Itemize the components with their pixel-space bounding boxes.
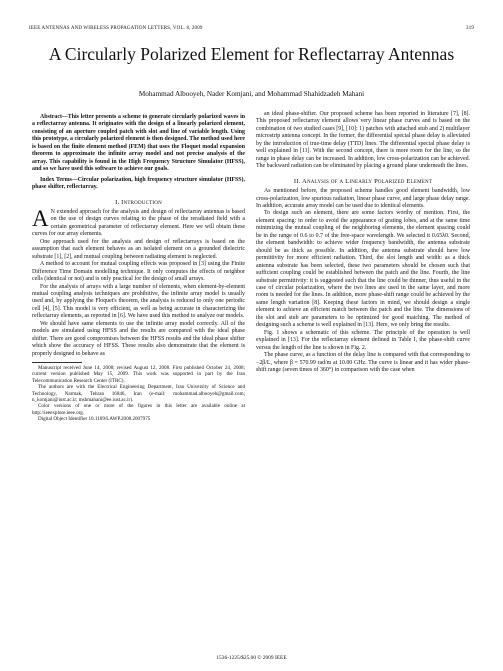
intro-paragraph-1	[32, 205, 245, 239]
intro-paragraph-2: One approach used for the analysis and design of reflectarrays is based on the assumption that each element behaves as an isolated element on a grounded dielectric substrate [1], [2], and mutual coupling between radiating element is neglected.	[32, 238, 245, 260]
right-column	[256, 111, 470, 374]
footnote-authors: The authors are with the Electrical Engineering Department, Iran University of Science and Technology, Narmak, Tehran 16846, Iran (e-mail: mohammad.albooyeh@gmail.com; n_komjani@iust.ac.ir; mshmahani@ee.iust.ac.ir).	[32, 384, 245, 404]
drop-cap: A	[32, 205, 49, 231]
page-number: 319	[466, 26, 474, 31]
index-terms: Index Terms—Circular polarization, high frequency structure simulator (HFSS), phase shifter, reflectarray.	[32, 176, 245, 191]
section-heading-introduction: I. Introduction	[115, 198, 162, 206]
left-column	[32, 114, 245, 423]
footnote-divider	[32, 362, 82, 363]
copyright-footer: 1536-1225/$25.00 © 2009 IEEE	[216, 655, 287, 661]
right-paragraph-1: an ideal phase-shifter. Our proposed scheme has been reported in literature [7], [8]. This proposed reflectarray element allows very linear phase curves and is based on the combination of two studied cases [9], [10]: 1) patches with attached stub and 2) multilayer microstrip antenna concept. In the former, the differential special phase delay is alleviated by the introduction of true-time delay (TTD) lines. The differential special phase delay is well explained in [11]. With the second concept, there is more room for the line, so the range in phase delay can be increased. In addition, low cross-polarization can be achieved. The backward radiation can be eliminated by placing a ground plane underneath the lines.	[256, 111, 470, 170]
journal-name: IEEE ANTENNAS AND WIRELESS PROPAGATION LETTERS, VOL. 8, 2009	[29, 26, 203, 31]
footnote-doi: Digital Object Identifier 10.1109/LAWP.2008.2007975	[38, 416, 151, 423]
abstract: Abstract—This letter presents a scheme to generate circularly polarized waves in a reflectarray antenna. It originates with the design of a linearly polarized element, consisting of an aperture coupled patch with slot and line of variable length. Using this prototype, a circularly polarized element is then designed. The method used here is based on the finite element method (FEM) that uses the Floquet modal expansion theorem to approximate the infinite array model and not precise analysis of the array. This capability is found in the High Frequency Structure Simulator (HFSS), and so we have used this software to achieve our goals.	[32, 114, 245, 173]
analysis-paragraph-3: Fig. 1 shows a schematic of this scheme. The principle of the operation is well explained in [13]. For the reflectarray element defined in Table I, the phase-shift curve versus the length of the line is shown in Fig. 2.	[256, 329, 470, 351]
analysis-paragraph-2: To design such an element, there are some factors worthy of mention. First, the element spacing: in order to avoid the appearance of grating lobes, and at the same time minimizing the mutual coupling of the neighboring elements, the element spacing could be in the range of 0.6 to 0.7 of the free-space wavelength. We selected it 0.65λ0. Second, the element bandwidth: to achieve wider frequency bandwidth, the antenna substrate should be as thick as possible. In addition, the antenna substrate should have low permittivity for more efficient radiation. Third, the slot length and width: as a thick antenna substrate has been selected, these two parameters should be chosen such that sufficient coupling could be established between the patch and the line. Fourth, the line substrate permittivity: it is suggested such that the line could be thinner, thus useful in the case of circular polarization, where the two lines are used in the same layer, and more room is needed for the lines. In addition, more phase-shift range could be achieved by the same length variation [8]. Keeping these factors in mind, we should design a single element to achieve an efficient match between the patch and the line. The dimensions of the slot and stub are parameters to be optimized for good matching. The method of designing such a scheme is well explained in [13]. Here, we only bring the results.	[256, 210, 470, 329]
intro-paragraph-1-text: N extended approach for the analysis and design of reflectarray antennas is based on the use of design curves relating to the phase of the reradiated field with a certain geometrical parameter of reflectarray element. Here we will obtain these curves for our array elements.	[32, 208, 245, 238]
analysis-paragraph-1: As mentioned before, the proposed scheme handles good element bandwidth, low cross-polarization, low spurious radiation, linear phase curve, and large phase delay range. In addition, accurate array model can be used due to identical elements.	[256, 188, 470, 209]
section-heading-analysis: II. Analysis of a Linearly Polarized Element	[293, 177, 433, 185]
running-head	[29, 26, 474, 36]
analysis-paragraph-4: The phase curve, as a function of the delay line is compared with that corresponding to −2β/L, where β = 570.99 rad/m at 10.00 GHz. The curve is linear and it has wider phase-shift range (seven times of 360°) in comparison with the case when	[256, 352, 470, 373]
intro-paragraph-5: We should have same elements to use the infinite array model correctly. All of the models are simulated using HFSS and the results are compared with the ideal phase shifter. There are good compromises between the HFSS results and the ideal phase shifter which show the accuracy of HFSS. These results also demonstrate that the element is properly designed to behave as	[32, 320, 245, 357]
footnote-manuscript: Manuscript received June 14, 2008; revised August 12, 2008. First published October 24, 2008; current version published May 15, 2009. This work was supported in part by the Iran Telecommunication Research Center (ITRC).	[32, 365, 245, 384]
paper-title: A Circularly Polarized Element for Reflectarray Antennas	[48, 44, 455, 64]
author-list: Mohammad Albooyeh, Nader Komjani, and Mohammad Shahidzadeh Mahani	[138, 90, 365, 98]
footnotes	[32, 365, 245, 423]
intro-paragraph-4: For the analysis of arrays with a large number of elements, when element-by-element mutual coupling analysis techniques are prohibitive, the infinite array model is usually used and, by applying the Floquet's theorem, the analysis is reduced to only one periodic cell [4], [5]. This model is very efficient, as well as being accurate in characterizing the reflectarray elements, as reported in [6]. We have used this method to analyze our models.	[32, 283, 245, 320]
footnote-color: Color versions of one or more of the figures in this letter are available online at http://ieeexplore.ieee.org.	[32, 403, 245, 416]
intro-paragraph-3: A method to account for mutual coupling effects was proposed in [3] using the Finite Difference Time Domain modelling technique. It only computes the effects of neighbor cells (identical or not) and is only practical for the design of small arrays.	[32, 261, 245, 283]
